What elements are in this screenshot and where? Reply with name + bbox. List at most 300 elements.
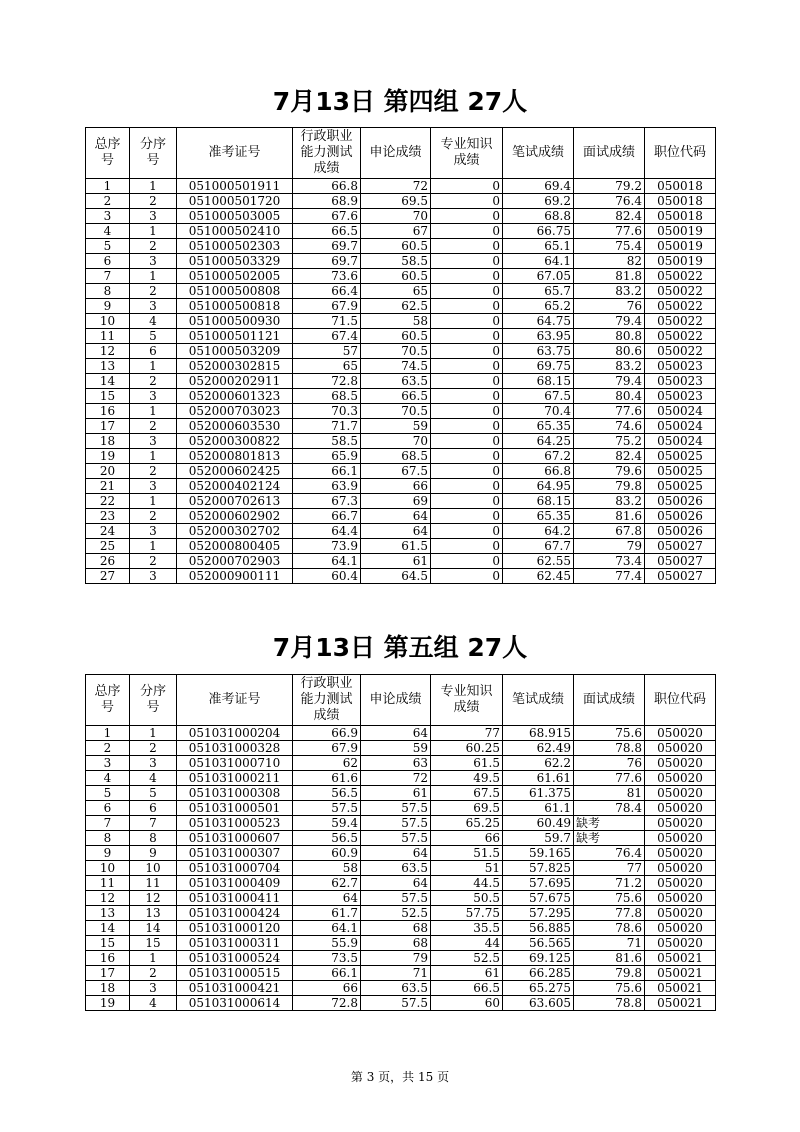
exam-id-cell: 051000500930 xyxy=(177,314,293,329)
sub-index-cell: 2 xyxy=(130,374,177,389)
interview-score-cell: 77.6 xyxy=(574,224,645,239)
exam-id-cell: 051000502303 xyxy=(177,239,293,254)
professional-score-cell: 0 xyxy=(431,299,503,314)
written-score-cell: 69.125 xyxy=(503,951,574,966)
sub-index-cell: 1 xyxy=(130,404,177,419)
essay-score-cell: 63.5 xyxy=(361,861,431,876)
aptitude-score-cell: 72.8 xyxy=(293,374,361,389)
sub-index-cell: 3 xyxy=(130,524,177,539)
interview-score-cell: 78.6 xyxy=(574,921,645,936)
essay-score-cell: 60.5 xyxy=(361,269,431,284)
position-code-cell: 050018 xyxy=(645,209,716,224)
interview-score-cell: 67.8 xyxy=(574,524,645,539)
professional-score-cell: 51.5 xyxy=(431,846,503,861)
interview-score-cell: 81.6 xyxy=(574,509,645,524)
table-row xyxy=(86,936,716,951)
written-score-cell: 62.55 xyxy=(503,554,574,569)
interview-score-cell: 73.4 xyxy=(574,554,645,569)
exam-id-cell: 051031000120 xyxy=(177,921,293,936)
table-row xyxy=(86,224,716,239)
total-index-cell: 8 xyxy=(86,831,130,846)
interview-score-cell: 82.4 xyxy=(574,449,645,464)
written-score-cell: 63.95 xyxy=(503,329,574,344)
interview-score-cell: 76.4 xyxy=(574,194,645,209)
written-score-cell: 66.8 xyxy=(503,464,574,479)
essay-score-cell: 57.5 xyxy=(361,801,431,816)
professional-score-cell: 57.75 xyxy=(431,906,503,921)
position-code-cell: 050021 xyxy=(645,996,716,1011)
interview-score-cell: 83.2 xyxy=(574,494,645,509)
sub-index-cell: 4 xyxy=(130,771,177,786)
aptitude-score-cell: 56.5 xyxy=(293,786,361,801)
interview-score-cell: 80.6 xyxy=(574,344,645,359)
exam-id-cell: 051031000614 xyxy=(177,996,293,1011)
header-professional-score: 专业知识成绩 xyxy=(431,675,503,726)
interview-score-cell: 79.4 xyxy=(574,314,645,329)
written-score-cell: 68.15 xyxy=(503,494,574,509)
aptitude-score-cell: 66.7 xyxy=(293,509,361,524)
written-score-cell: 61.1 xyxy=(503,801,574,816)
exam-id-cell: 051031000501 xyxy=(177,801,293,816)
aptitude-score-cell: 73.6 xyxy=(293,269,361,284)
aptitude-score-cell: 73.5 xyxy=(293,951,361,966)
total-index-cell: 15 xyxy=(86,936,130,951)
aptitude-score-cell: 69.7 xyxy=(293,254,361,269)
professional-score-cell: 0 xyxy=(431,374,503,389)
sub-index-cell: 1 xyxy=(130,494,177,509)
written-score-cell: 57.295 xyxy=(503,906,574,921)
professional-score-cell: 0 xyxy=(431,314,503,329)
interview-score-cell: 缺考 xyxy=(574,816,645,831)
professional-score-cell: 0 xyxy=(431,344,503,359)
total-index-cell: 4 xyxy=(86,771,130,786)
exam-id-cell: 052000602902 xyxy=(177,509,293,524)
total-index-cell: 16 xyxy=(86,404,130,419)
aptitude-score-cell: 65 xyxy=(293,359,361,374)
professional-score-cell: 61 xyxy=(431,966,503,981)
total-index-cell: 4 xyxy=(86,224,130,239)
header-professional-score: 专业知识成绩 xyxy=(431,128,503,179)
essay-score-cell: 62.5 xyxy=(361,299,431,314)
total-index-cell: 2 xyxy=(86,741,130,756)
table-row xyxy=(86,801,716,816)
professional-score-cell: 0 xyxy=(431,524,503,539)
table-row xyxy=(86,494,716,509)
header-total-index: 总序号 xyxy=(86,675,130,726)
essay-score-cell: 57.5 xyxy=(361,891,431,906)
written-score-cell: 59.7 xyxy=(503,831,574,846)
sub-index-cell: 3 xyxy=(130,569,177,584)
exam-id-cell: 051000500808 xyxy=(177,284,293,299)
aptitude-score-cell: 63.9 xyxy=(293,479,361,494)
aptitude-score-cell: 71.7 xyxy=(293,419,361,434)
aptitude-score-cell: 66.5 xyxy=(293,224,361,239)
table-row xyxy=(86,404,716,419)
essay-score-cell: 63 xyxy=(361,756,431,771)
sub-index-cell: 6 xyxy=(130,344,177,359)
table-row xyxy=(86,816,716,831)
position-code-cell: 050020 xyxy=(645,846,716,861)
essay-score-cell: 63.5 xyxy=(361,374,431,389)
exam-id-cell: 051000501720 xyxy=(177,194,293,209)
essay-score-cell: 69.5 xyxy=(361,194,431,209)
total-index-cell: 7 xyxy=(86,269,130,284)
written-score-cell: 67.5 xyxy=(503,389,574,404)
interview-score-cell: 77.6 xyxy=(574,771,645,786)
professional-score-cell: 35.5 xyxy=(431,921,503,936)
group4-title: 7月13日 第四组 27人 xyxy=(272,87,528,116)
essay-score-cell: 58.5 xyxy=(361,254,431,269)
exam-id-cell: 051031000515 xyxy=(177,966,293,981)
table-row xyxy=(86,179,716,194)
interview-score-cell: 80.8 xyxy=(574,329,645,344)
interview-score-cell: 75.2 xyxy=(574,434,645,449)
total-index-cell: 13 xyxy=(86,906,130,921)
written-score-cell: 66.285 xyxy=(503,966,574,981)
written-score-cell: 65.2 xyxy=(503,299,574,314)
professional-score-cell: 0 xyxy=(431,389,503,404)
exam-id-cell: 052000601323 xyxy=(177,389,293,404)
aptitude-score-cell: 66.9 xyxy=(293,726,361,741)
exam-id-cell: 051000501121 xyxy=(177,329,293,344)
essay-score-cell: 70.5 xyxy=(361,344,431,359)
position-code-cell: 050021 xyxy=(645,951,716,966)
exam-id-cell: 052000302815 xyxy=(177,359,293,374)
essay-score-cell: 66 xyxy=(361,479,431,494)
aptitude-score-cell: 71.5 xyxy=(293,314,361,329)
position-code-cell: 050020 xyxy=(645,831,716,846)
position-code-cell: 050026 xyxy=(645,494,716,509)
total-index-cell: 25 xyxy=(86,539,130,554)
sub-index-cell: 3 xyxy=(130,981,177,996)
total-index-cell: 11 xyxy=(86,329,130,344)
written-score-cell: 57.695 xyxy=(503,876,574,891)
aptitude-score-cell: 56.5 xyxy=(293,831,361,846)
written-score-cell: 64.2 xyxy=(503,524,574,539)
exam-id-cell: 051031000607 xyxy=(177,831,293,846)
written-score-cell: 56.885 xyxy=(503,921,574,936)
written-score-cell: 63.605 xyxy=(503,996,574,1011)
aptitude-score-cell: 66.8 xyxy=(293,179,361,194)
aptitude-score-cell: 64.1 xyxy=(293,921,361,936)
position-code-cell: 050027 xyxy=(645,569,716,584)
sub-index-cell: 5 xyxy=(130,786,177,801)
professional-score-cell: 67.5 xyxy=(431,786,503,801)
total-index-cell: 20 xyxy=(86,464,130,479)
group5-score-table xyxy=(85,674,716,1011)
table-row xyxy=(86,891,716,906)
aptitude-score-cell: 58 xyxy=(293,861,361,876)
interview-score-cell: 缺考 xyxy=(574,831,645,846)
written-score-cell: 61.61 xyxy=(503,771,574,786)
sub-index-cell: 8 xyxy=(130,831,177,846)
professional-score-cell: 0 xyxy=(431,434,503,449)
written-score-cell: 68.8 xyxy=(503,209,574,224)
aptitude-score-cell: 64 xyxy=(293,891,361,906)
essay-score-cell: 60.5 xyxy=(361,239,431,254)
professional-score-cell: 69.5 xyxy=(431,801,503,816)
exam-id-cell: 051000503005 xyxy=(177,209,293,224)
professional-score-cell: 0 xyxy=(431,464,503,479)
header-essay-score: 申论成绩 xyxy=(361,128,431,179)
written-score-cell: 68.15 xyxy=(503,374,574,389)
table-row xyxy=(86,194,716,209)
table-header-row xyxy=(86,675,716,726)
total-index-cell: 2 xyxy=(86,194,130,209)
table-row xyxy=(86,374,716,389)
total-index-cell: 19 xyxy=(86,449,130,464)
table-row xyxy=(86,741,716,756)
sub-index-cell: 1 xyxy=(130,359,177,374)
page-footer: 第 3 页，共 15 页 xyxy=(350,1070,450,1084)
position-code-cell: 050023 xyxy=(645,389,716,404)
essay-score-cell: 70 xyxy=(361,434,431,449)
professional-score-cell: 0 xyxy=(431,569,503,584)
header-essay-score: 申论成绩 xyxy=(361,675,431,726)
header-sub-index: 分序号 xyxy=(130,675,177,726)
aptitude-score-cell: 66 xyxy=(293,981,361,996)
interview-score-cell: 78.4 xyxy=(574,801,645,816)
written-score-cell: 57.675 xyxy=(503,891,574,906)
essay-score-cell: 68.5 xyxy=(361,449,431,464)
written-score-cell: 70.4 xyxy=(503,404,574,419)
essay-score-cell: 64 xyxy=(361,524,431,539)
interview-score-cell: 76 xyxy=(574,299,645,314)
interview-score-cell: 78.8 xyxy=(574,996,645,1011)
aptitude-score-cell: 66.1 xyxy=(293,464,361,479)
written-score-cell: 65.1 xyxy=(503,239,574,254)
essay-score-cell: 68 xyxy=(361,921,431,936)
essay-score-cell: 57.5 xyxy=(361,816,431,831)
exam-id-cell: 051031000523 xyxy=(177,816,293,831)
total-index-cell: 27 xyxy=(86,569,130,584)
sub-index-cell: 2 xyxy=(130,194,177,209)
sub-index-cell: 3 xyxy=(130,479,177,494)
essay-score-cell: 60.5 xyxy=(361,329,431,344)
sub-index-cell: 1 xyxy=(130,951,177,966)
position-code-cell: 050024 xyxy=(645,404,716,419)
position-code-cell: 050020 xyxy=(645,801,716,816)
total-index-cell: 13 xyxy=(86,359,130,374)
professional-score-cell: 0 xyxy=(431,479,503,494)
written-score-cell: 69.75 xyxy=(503,359,574,374)
table-row xyxy=(86,981,716,996)
professional-score-cell: 0 xyxy=(431,194,503,209)
essay-score-cell: 66.5 xyxy=(361,389,431,404)
exam-id-cell: 051031000524 xyxy=(177,951,293,966)
table-row xyxy=(86,209,716,224)
written-score-cell: 56.565 xyxy=(503,936,574,951)
header-exam-id: 准考证号 xyxy=(177,128,293,179)
sub-index-cell: 5 xyxy=(130,329,177,344)
table-row xyxy=(86,269,716,284)
total-index-cell: 12 xyxy=(86,344,130,359)
sub-index-cell: 14 xyxy=(130,921,177,936)
essay-score-cell: 67 xyxy=(361,224,431,239)
essay-score-cell: 72 xyxy=(361,179,431,194)
essay-score-cell: 72 xyxy=(361,771,431,786)
table-row xyxy=(86,239,716,254)
aptitude-score-cell: 67.9 xyxy=(293,741,361,756)
position-code-cell: 050025 xyxy=(645,464,716,479)
interview-score-cell: 77.8 xyxy=(574,906,645,921)
aptitude-score-cell: 67.4 xyxy=(293,329,361,344)
sub-index-cell: 3 xyxy=(130,209,177,224)
aptitude-score-cell: 55.9 xyxy=(293,936,361,951)
essay-score-cell: 68 xyxy=(361,936,431,951)
interview-score-cell: 79.6 xyxy=(574,464,645,479)
essay-score-cell: 59 xyxy=(361,419,431,434)
written-score-cell: 65.35 xyxy=(503,419,574,434)
interview-score-cell: 83.2 xyxy=(574,284,645,299)
professional-score-cell: 61.5 xyxy=(431,756,503,771)
sub-index-cell: 3 xyxy=(130,434,177,449)
position-code-cell: 050020 xyxy=(645,921,716,936)
interview-score-cell: 81 xyxy=(574,786,645,801)
total-index-cell: 1 xyxy=(86,726,130,741)
written-score-cell: 63.75 xyxy=(503,344,574,359)
sub-index-cell: 2 xyxy=(130,554,177,569)
essay-score-cell: 67.5 xyxy=(361,464,431,479)
aptitude-score-cell: 67.6 xyxy=(293,209,361,224)
sub-index-cell: 2 xyxy=(130,966,177,981)
sub-index-cell: 3 xyxy=(130,756,177,771)
interview-score-cell: 71.2 xyxy=(574,876,645,891)
position-code-cell: 050023 xyxy=(645,359,716,374)
table-row xyxy=(86,996,716,1011)
exam-id-cell: 051031000328 xyxy=(177,741,293,756)
position-code-cell: 050022 xyxy=(645,344,716,359)
professional-score-cell: 0 xyxy=(431,254,503,269)
aptitude-score-cell: 61.6 xyxy=(293,771,361,786)
position-code-cell: 050026 xyxy=(645,524,716,539)
table-row xyxy=(86,464,716,479)
aptitude-score-cell: 61.7 xyxy=(293,906,361,921)
total-index-cell: 6 xyxy=(86,254,130,269)
interview-score-cell: 75.6 xyxy=(574,981,645,996)
interview-score-cell: 75.4 xyxy=(574,239,645,254)
sub-index-cell: 1 xyxy=(130,179,177,194)
written-score-cell: 69.2 xyxy=(503,194,574,209)
exam-id-cell: 051031000704 xyxy=(177,861,293,876)
professional-score-cell: 0 xyxy=(431,329,503,344)
essay-score-cell: 57.5 xyxy=(361,996,431,1011)
total-index-cell: 24 xyxy=(86,524,130,539)
interview-score-cell: 75.6 xyxy=(574,891,645,906)
essay-score-cell: 52.5 xyxy=(361,906,431,921)
sub-index-cell: 9 xyxy=(130,846,177,861)
exam-id-cell: 052000702613 xyxy=(177,494,293,509)
table-row xyxy=(86,846,716,861)
written-score-cell: 65.35 xyxy=(503,509,574,524)
total-index-cell: 21 xyxy=(86,479,130,494)
exam-id-cell: 051031000409 xyxy=(177,876,293,891)
sub-index-cell: 4 xyxy=(130,996,177,1011)
position-code-cell: 050020 xyxy=(645,771,716,786)
exam-id-cell: 052000202911 xyxy=(177,374,293,389)
sub-index-cell: 1 xyxy=(130,726,177,741)
written-score-cell: 65.275 xyxy=(503,981,574,996)
essay-score-cell: 61 xyxy=(361,786,431,801)
table-row xyxy=(86,524,716,539)
total-index-cell: 10 xyxy=(86,861,130,876)
professional-score-cell: 0 xyxy=(431,239,503,254)
interview-score-cell: 81.8 xyxy=(574,269,645,284)
professional-score-cell: 66.5 xyxy=(431,981,503,996)
professional-score-cell: 0 xyxy=(431,419,503,434)
aptitude-score-cell: 64.4 xyxy=(293,524,361,539)
exam-id-cell: 052000300822 xyxy=(177,434,293,449)
professional-score-cell: 49.5 xyxy=(431,771,503,786)
table-row xyxy=(86,479,716,494)
header-written-score: 笔试成绩 xyxy=(503,675,574,726)
written-score-cell: 64.75 xyxy=(503,314,574,329)
position-code-cell: 050018 xyxy=(645,194,716,209)
position-code-cell: 050020 xyxy=(645,906,716,921)
interview-score-cell: 76.4 xyxy=(574,846,645,861)
written-score-cell: 57.825 xyxy=(503,861,574,876)
sub-index-cell: 11 xyxy=(130,876,177,891)
table-header-row xyxy=(86,128,716,179)
essay-score-cell: 79 xyxy=(361,951,431,966)
total-index-cell: 23 xyxy=(86,509,130,524)
interview-score-cell: 81.6 xyxy=(574,951,645,966)
total-index-cell: 14 xyxy=(86,374,130,389)
essay-score-cell: 65 xyxy=(361,284,431,299)
interview-score-cell: 83.2 xyxy=(574,359,645,374)
position-code-cell: 050020 xyxy=(645,861,716,876)
exam-id-cell: 051031000307 xyxy=(177,846,293,861)
sub-index-cell: 2 xyxy=(130,741,177,756)
exam-id-cell: 052000703023 xyxy=(177,404,293,419)
sub-index-cell: 2 xyxy=(130,464,177,479)
professional-score-cell: 77 xyxy=(431,726,503,741)
position-code-cell: 050026 xyxy=(645,509,716,524)
table-row xyxy=(86,906,716,921)
professional-score-cell: 0 xyxy=(431,359,503,374)
sub-index-cell: 1 xyxy=(130,539,177,554)
position-code-cell: 050020 xyxy=(645,741,716,756)
position-code-cell: 050019 xyxy=(645,239,716,254)
position-code-cell: 050020 xyxy=(645,891,716,906)
written-score-cell: 62.45 xyxy=(503,569,574,584)
position-code-cell: 050020 xyxy=(645,756,716,771)
aptitude-score-cell: 57 xyxy=(293,344,361,359)
exam-id-cell: 051031000308 xyxy=(177,786,293,801)
sub-index-cell: 10 xyxy=(130,861,177,876)
total-index-cell: 5 xyxy=(86,239,130,254)
aptitude-score-cell: 64.1 xyxy=(293,554,361,569)
written-score-cell: 66.75 xyxy=(503,224,574,239)
aptitude-score-cell: 67.9 xyxy=(293,299,361,314)
total-index-cell: 18 xyxy=(86,434,130,449)
header-interview-score: 面试成绩 xyxy=(574,675,645,726)
written-score-cell: 69.4 xyxy=(503,179,574,194)
essay-score-cell: 70.5 xyxy=(361,404,431,419)
sub-index-cell: 2 xyxy=(130,284,177,299)
table-row xyxy=(86,344,716,359)
position-code-cell: 050020 xyxy=(645,936,716,951)
exam-id-cell: 052000603530 xyxy=(177,419,293,434)
aptitude-score-cell: 57.5 xyxy=(293,801,361,816)
professional-score-cell: 0 xyxy=(431,509,503,524)
table-row xyxy=(86,299,716,314)
aptitude-score-cell: 67.3 xyxy=(293,494,361,509)
interview-score-cell: 79.8 xyxy=(574,966,645,981)
total-index-cell: 9 xyxy=(86,846,130,861)
table-row xyxy=(86,569,716,584)
position-code-cell: 050020 xyxy=(645,786,716,801)
